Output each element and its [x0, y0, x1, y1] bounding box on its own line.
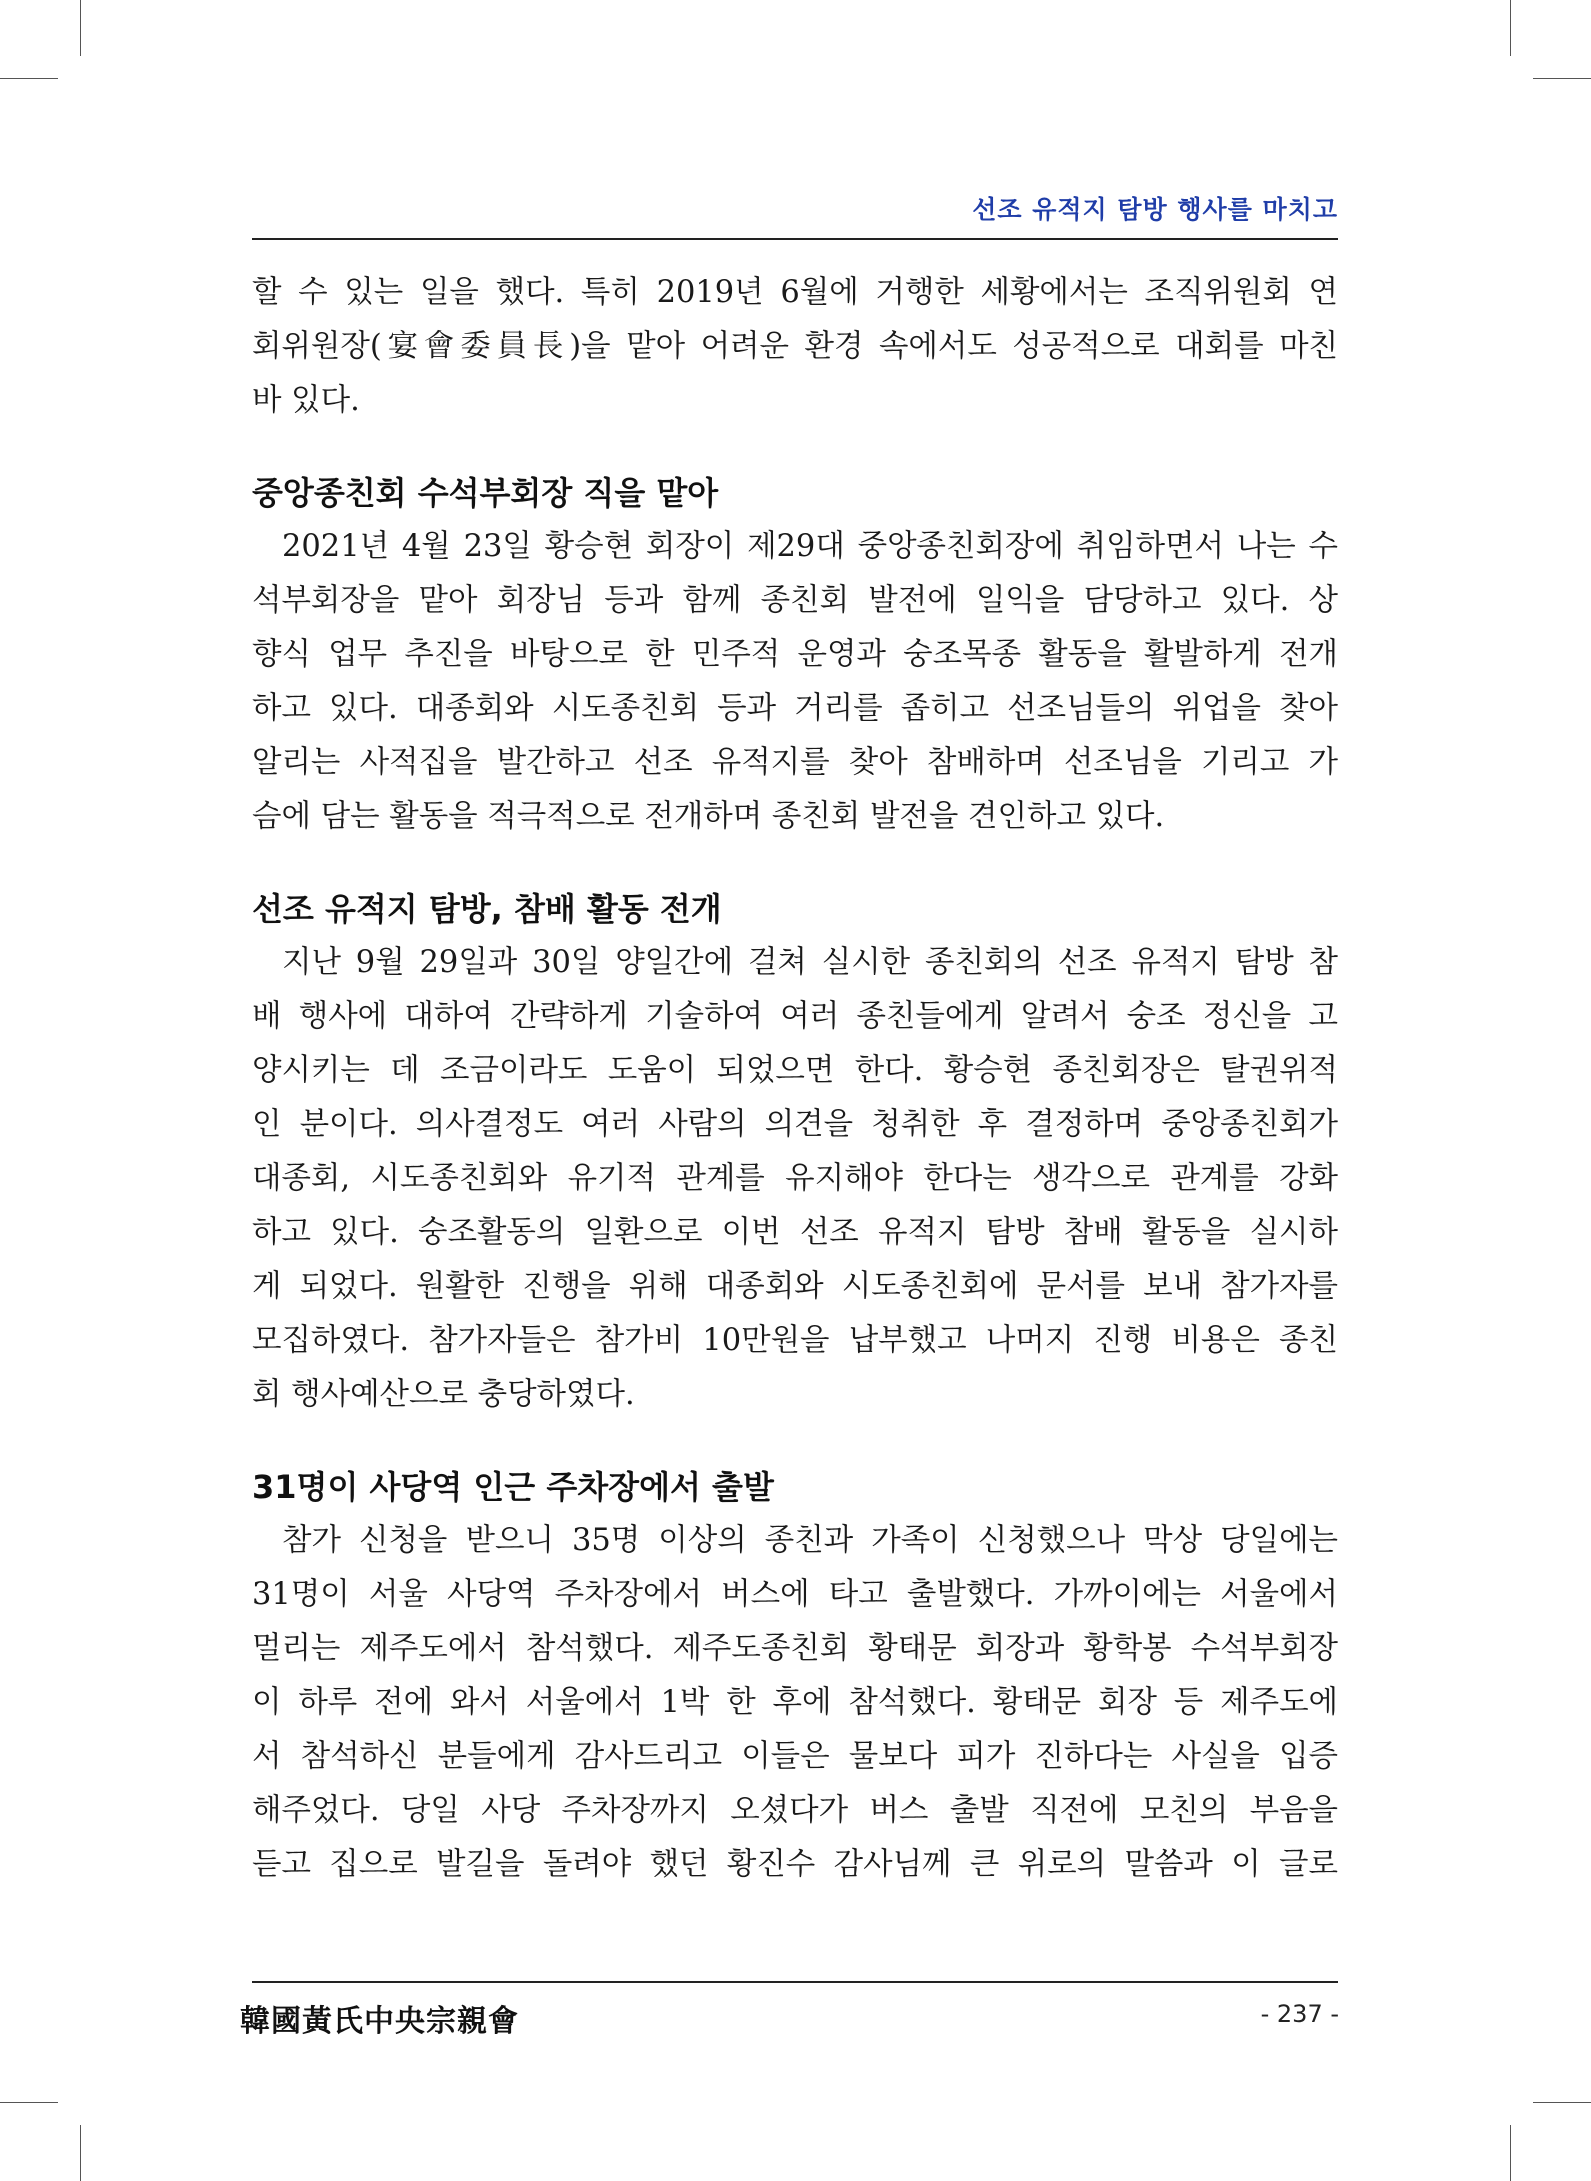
text-line: 참가 신청을 받으니 35명 이상의 종친과 가족이 신청했으나 막상 당일에는	[282, 1523, 1338, 1558]
section-heading: 중앙종친회 수석부회장 직을 맡아	[252, 474, 719, 512]
text-line: 향식 업무 추진을 바탕으로 한 민주적 운영과 숭조목종 활동을 활발하게 전개	[252, 637, 1338, 672]
text-line: 31명이 서울 사당역 주차장에서 버스에 타고 출발했다. 가까이에는 서울에서	[252, 1577, 1338, 1612]
page-number: - 237 -	[1260, 2000, 1339, 2028]
text-line: 양시키는 데 조금이라도 도움이 되었으면 한다. 황승현 종친회장은 탈권위적	[252, 1053, 1338, 1088]
crop-mark	[1510, 2125, 1511, 2181]
text-line: 배 행사에 대하여 간략하게 기술하여 여러 종친들에게 알려서 숭조 정신을 고	[252, 999, 1338, 1034]
text-line: 바 있다.	[252, 383, 360, 418]
text-line: 알리는 사적집을 발간하고 선조 유적지를 찾아 참배하며 선조님을 기리고 가	[252, 745, 1338, 780]
crop-mark	[80, 0, 81, 56]
section-heading: 31명이 사당역 인근 주차장에서 출발	[252, 1468, 774, 1506]
text-line: 멀리는 제주도에서 참석했다. 제주도종친회 황태문 회장과 황학봉 수석부회장	[252, 1631, 1338, 1666]
text-line: 회위원장(宴會委員長)을 맡아 어려운 환경 속에서도 성공적으로 대회를 마친	[252, 329, 1338, 364]
paragraph	[252, 266, 1338, 428]
text-line: 할 수 있는 일을 했다. 특히 2019년 6월에 거행한 세황에서는 조직위원회 연	[252, 275, 1338, 310]
text-line: 모집하였다. 참가자들은 참가비 10만원을 납부했고 나머지 진행 비용은 종친	[252, 1323, 1338, 1358]
crop-mark	[0, 78, 58, 79]
text-line: 해주었다. 당일 사당 주차장까지 오셨다가 버스 출발 직전에 모친의 부음을	[252, 1793, 1338, 1828]
text-line: 서 참석하신 분들에게 감사드리고 이들은 물보다 피가 진하다는 사실을 입증	[252, 1739, 1338, 1774]
paragraph	[252, 520, 1338, 844]
text-line: 회 행사예산으로 충당하였다.	[252, 1377, 635, 1412]
crop-mark	[1533, 2102, 1591, 2103]
crop-mark	[1533, 78, 1591, 79]
text-line: 석부회장을 맡아 회장님 등과 함께 종친회 발전에 일익을 담당하고 있다. 상	[252, 583, 1338, 618]
text-line: 슴에 담는 활동을 적극적으로 전개하며 종친회 발전을 견인하고 있다.	[252, 799, 1165, 834]
text-line: 듣고 집으로 발길을 돌려야 했던 황진수 감사님께 큰 위로의 말씀과 이 글로	[252, 1847, 1338, 1882]
crop-mark	[0, 2102, 58, 2103]
running-header: 선조 유적지 탐방 행사를 마치고	[972, 195, 1338, 224]
page-body	[252, 266, 1338, 1892]
paragraph	[252, 1514, 1338, 1892]
text-line: 대종회, 시도종친회와 유기적 관계를 유지해야 한다는 생각으로 관계를 강화	[252, 1161, 1338, 1196]
crop-mark	[80, 2125, 81, 2181]
text-line: 하고 있다. 숭조활동의 일환으로 이번 선조 유적지 탐방 참배 활동을 실시하	[252, 1215, 1338, 1250]
text-line: 2021년 4월 23일 황승현 회장이 제29대 중앙종친회장에 취임하면서 나는 수	[282, 529, 1338, 564]
footer-rule	[252, 1981, 1338, 1983]
text-line: 이 하루 전에 와서 서울에서 1박 한 후에 참석했다. 황태문 회장 등 제주도에	[252, 1685, 1338, 1720]
text-line: 지난 9월 29일과 30일 양일간에 걸쳐 실시한 종친회의 선조 유적지 탐방 참	[282, 945, 1338, 980]
text-line: 인 분이다. 의사결정도 여러 사람의 의견을 청취한 후 결정하며 중앙종친회가	[252, 1107, 1338, 1142]
paragraph	[252, 936, 1338, 1422]
footer-organization-name: 韓國黃氏中央宗親會	[240, 2004, 519, 2039]
section-heading: 선조 유적지 탐방, 참배 활동 전개	[252, 890, 722, 928]
header-rule	[252, 238, 1338, 240]
text-line: 하고 있다. 대종회와 시도종친회 등과 거리를 좁히고 선조님들의 위업을 찾아	[252, 691, 1338, 726]
text-line: 게 되었다. 원활한 진행을 위해 대종회와 시도종친회에 문서를 보내 참가자를	[252, 1269, 1338, 1304]
crop-mark	[1510, 0, 1511, 56]
